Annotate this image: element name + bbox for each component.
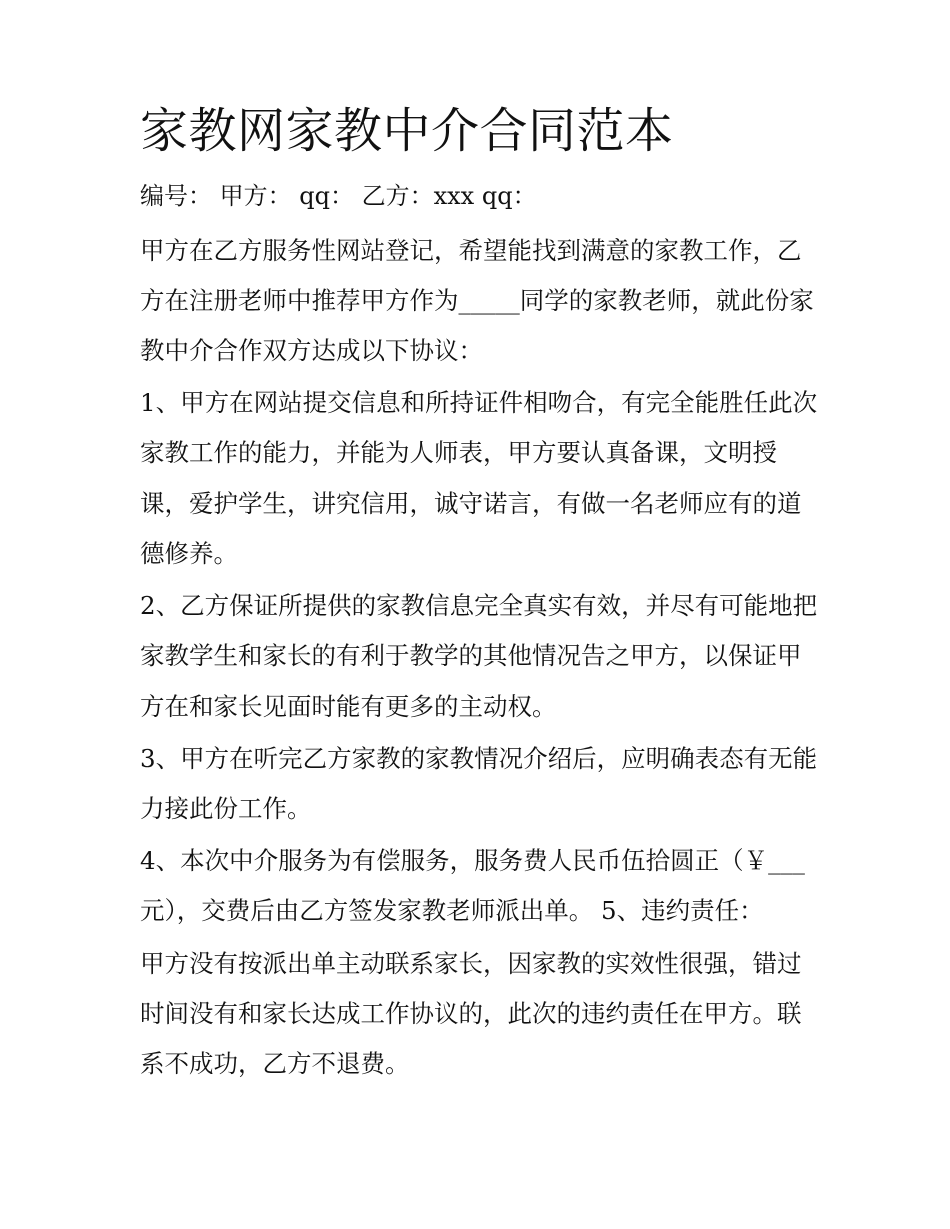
contract-meta-line: 编号： 甲方： qq： 乙方：xxx qq： — [140, 182, 537, 211]
document-content — [140, 104, 820, 1089]
clause-1-paragraph: 1、甲方在网站提交信息和所持证件相吻合，有完全能胜任此次家教工作的能力，并能为人师表，甲方要认真备课，文明授课，爱护学生，讲究信用，诚守诺言，有做一名老师应有的道德修养。 — [140, 388, 818, 568]
breach-paragraph: 甲方没有按派出单主动联系家长，因家教的实效性很强，错过时间没有和家长达成工作协议的，此次的违约责任在甲方。联系不成功，乙方不退费。 — [140, 948, 802, 1079]
clause-4-5-paragraph: 4、本次中介服务为有偿服务，服务费人民币伍拾圆正（￥___元），交费后由乙方签发家教老师派出单。 5、违约责任： — [140, 846, 805, 926]
document-title: 家教网家教中介合同范本 — [140, 103, 674, 159]
clause-2-paragraph: 2、乙方保证所提供的家教信息完全真实有效，并尽有可能地把家教学生和家长的有利于教学的其他情况告之甲方，以保证甲方在和家长见面时能有更多的主动权。 — [140, 591, 818, 721]
intro-paragraph: 甲方在乙方服务性网站登记，希望能找到满意的家教工作，乙方在注册老师中推荐甲方作为_____同学的家教老师，就此份家教中介合作双方达成以下协议： — [140, 235, 814, 366]
clause-3-paragraph: 3、甲方在听完乙方家教的家教情况介绍后，应明确表态有无能力接此份工作。 — [140, 743, 818, 823]
